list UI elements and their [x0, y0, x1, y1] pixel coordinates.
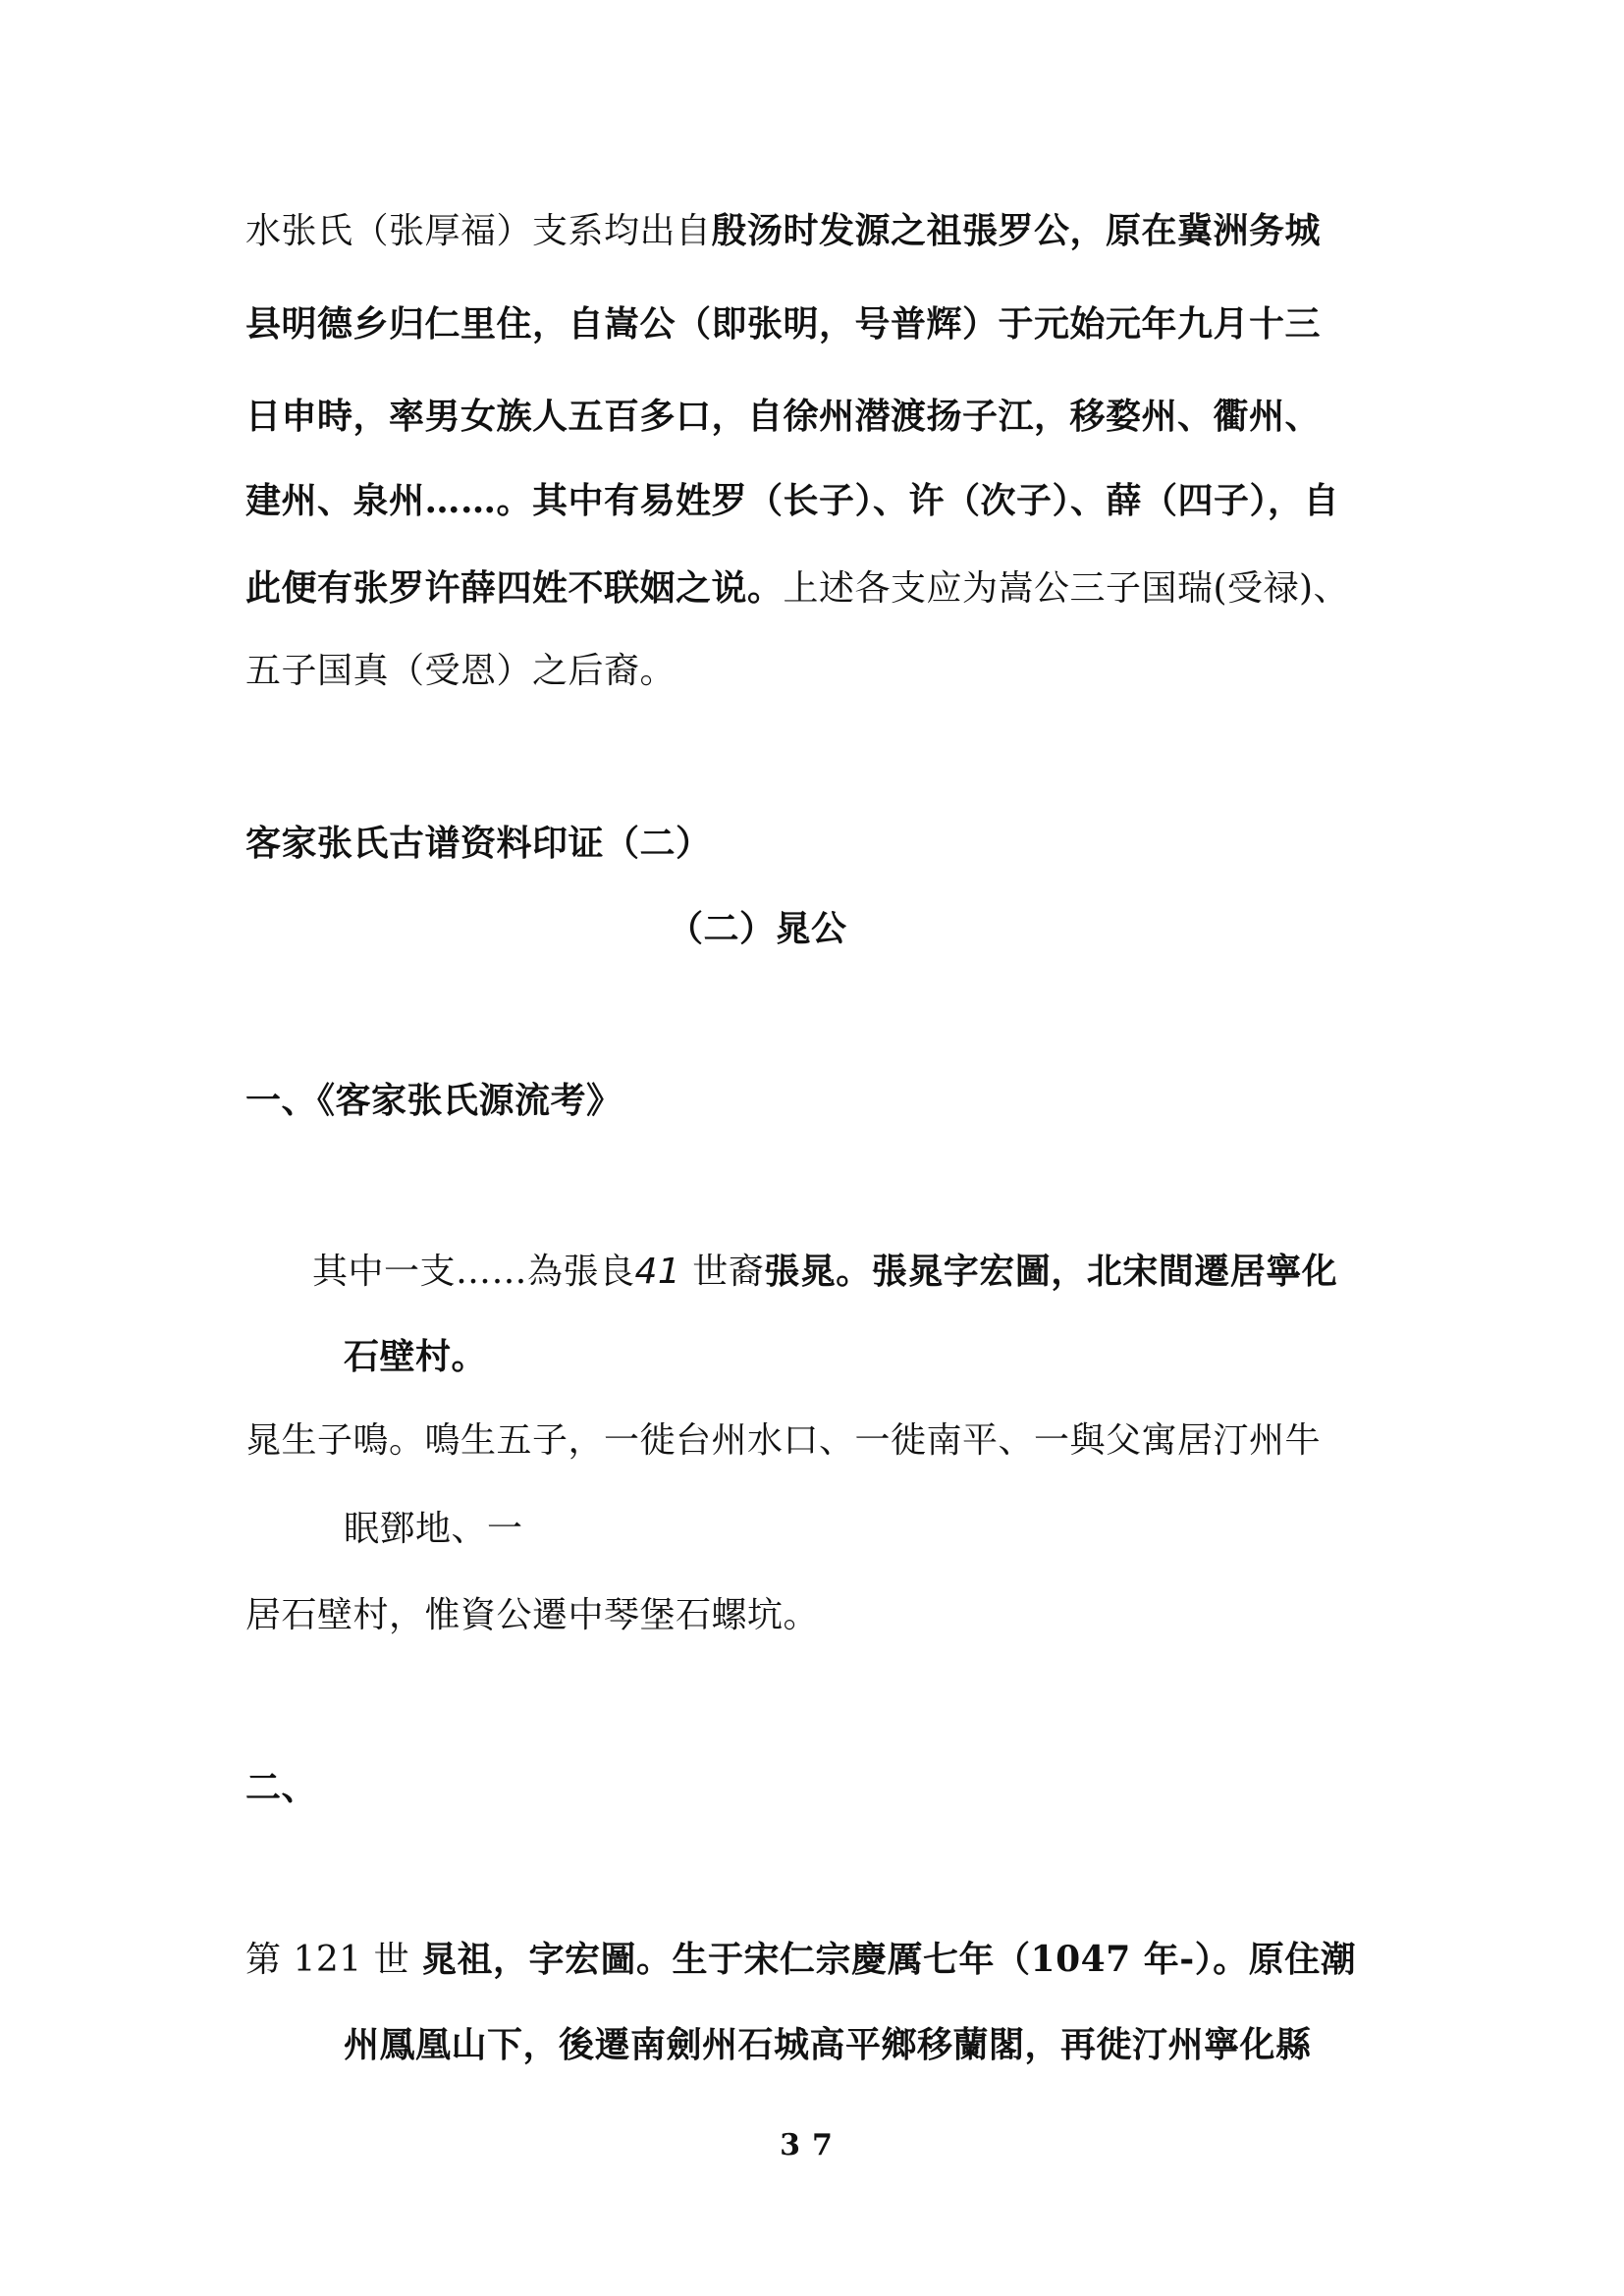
- part2-line1-bold: 晁祖，字宏圖。生于宋仁宗慶厲七年（1047 年-）。原住潮: [421, 1939, 1357, 1980]
- part2-line2: 州鳳凰山下，後遷南劍州石城高平鄉移蘭閣，再徙汀州寧化縣: [344, 2024, 1312, 2065]
- page-number: 37: [780, 2128, 844, 2163]
- section-heading: 客家张氏古谱资料印证（二）: [245, 823, 712, 864]
- part1-line1-suffix: 世裔: [680, 1252, 765, 1292]
- part1-line3: 晁生子鳴。鳴生五子，一徙台州水口、一徙南平、一與父寓居汀州牛: [245, 1420, 1322, 1461]
- para1-line5-normal: 上述各支应为嵩公三子国瑞(受禄)、: [783, 568, 1350, 609]
- section-title: （二）晁公: [668, 908, 847, 949]
- part1-line1-text: 其中一支……為張良: [312, 1252, 635, 1292]
- part2-line1: [245, 1936, 1356, 1984]
- para1-line1-bold: 殷汤时发源之祖張罗公，原在冀洲务城: [711, 210, 1322, 251]
- part1-line1-bold: 張晁。張晁字宏圖，北宋間遷居寧化: [764, 1251, 1338, 1292]
- para1-line1-normal: 水张氏（张厚福）支系均出自: [245, 211, 712, 251]
- part1-line1: [312, 1248, 1337, 1296]
- part1-heading: 一、《客家张氏源流考》: [245, 1080, 623, 1121]
- para1-line4: 建州、泉州……。其中有易姓罗（长子）、许（次子）、薛（四子），自: [245, 480, 1340, 521]
- part1-line5: 居石壁村，惟資公遷中琴堡石螺坑。: [245, 1595, 820, 1635]
- part2-heading: 二、: [245, 1767, 318, 1808]
- para1-line5-bold: 此便有张罗许薛四姓不联姻之说。: [245, 567, 784, 609]
- part2-line1-generation: 第 121 世: [245, 1940, 422, 1980]
- para1-line3: 日申時，率男女族人五百多口，自徐州潜渡扬子江，移婺州、衢州、: [245, 396, 1322, 437]
- para1-line1: [245, 207, 1321, 255]
- para1-line2: 县明德乡归仁里住，自嵩公（即张明，号普辉）于元始元年九月十三: [245, 303, 1322, 345]
- para1-line5: [245, 564, 1349, 613]
- para1-line6: 五子国真（受恩）之后裔。: [245, 651, 677, 691]
- part1-line4: 眠鄧地、一: [344, 1509, 523, 1549]
- part1-line1-number: 41: [634, 1252, 681, 1292]
- part1-line2: 石壁村。: [344, 1336, 488, 1377]
